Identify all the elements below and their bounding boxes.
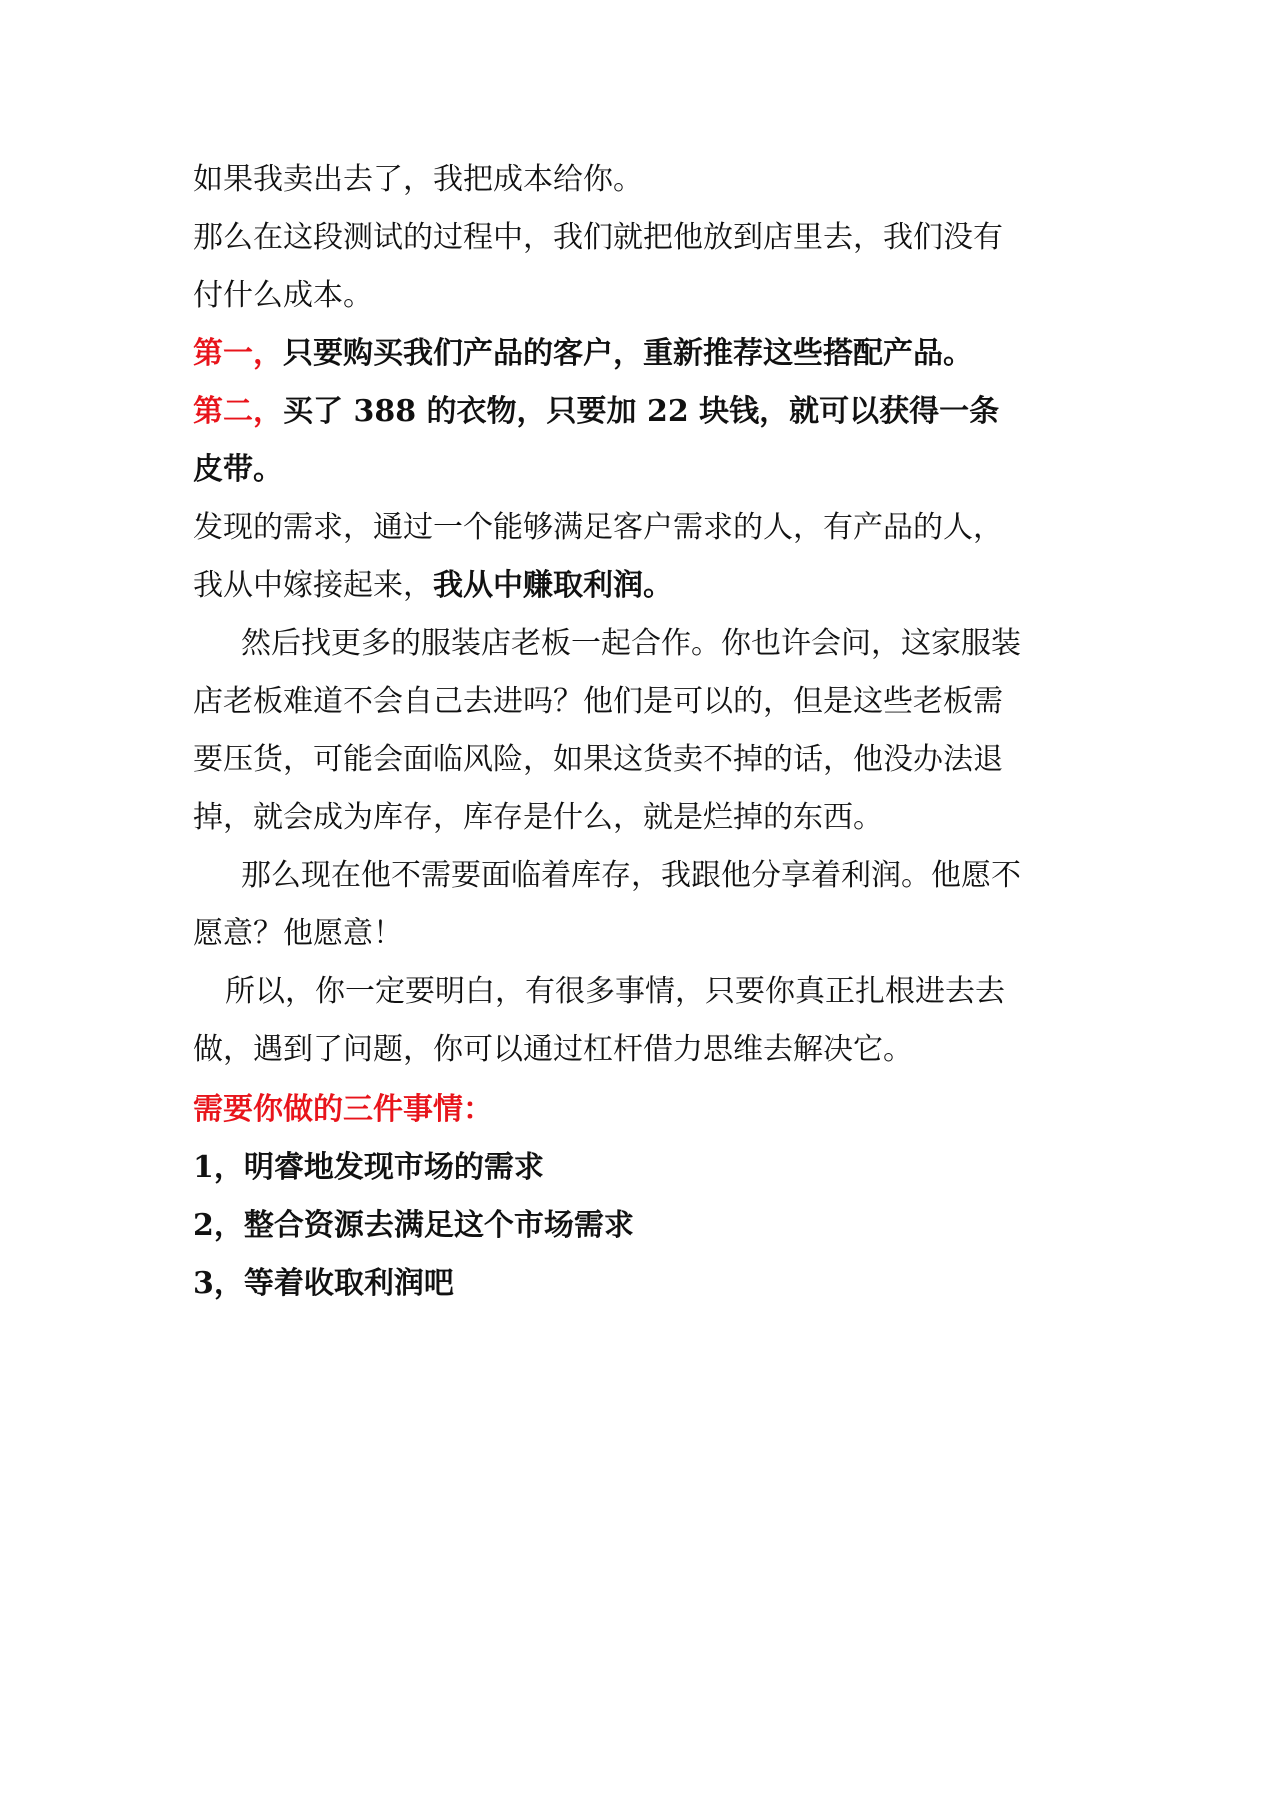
paragraph-first-line: 然后找更多的服装店老板一起合作。你也许会问，这家服装 [241,626,1021,661]
text-line: 掉，就会成为库存，库存是什么，就是烂掉的东西。 [193,800,883,835]
task-item: 1，明睿地发现市场的需求 [193,1150,544,1185]
text-line: 店老板难道不会自己去进吗？他们是可以的，但是这些老板需 [193,684,1003,719]
paragraph-first-line: 所以，你一定要明白，有很多事情，只要你真正扎根进去去 [225,974,1005,1009]
task-item: 3，等着收取利润吧 [193,1266,454,1301]
second-point-cont: 皮带。 [193,452,283,487]
text-line: 付什么成本。 [193,278,373,313]
tasks-heading: 需要你做的三件事情： [193,1092,493,1127]
text-line: 愿意？他愿意！ [193,916,403,951]
second-point-text: 买了 388 的衣物，只要加 22 块钱，就可以获得一条 [283,394,1000,429]
demand-bold: 我从中赚取利润。 [433,568,673,603]
text-line: 要压货，可能会面临风险，如果这货卖不掉的话，他没办法退 [193,742,1003,777]
text-line: 发现的需求，通过一个能够满足客户需求的人，有产品的人， [193,510,1003,545]
second-point-lead: 第二， [193,394,283,429]
demand-line [193,566,673,606]
text-line: 如果我卖出去了，我把成本给你。 [193,162,643,197]
demand-plain: 我从中嫁接起来， [193,568,433,603]
first-point-text: 只要购买我们产品的客户，重新推荐这些搭配产品。 [283,336,973,371]
text-line: 那么在这段测试的过程中，我们就把他放到店里去，我们没有 [193,220,1003,255]
paragraph-first-line: 那么现在他不需要面临着库存，我跟他分享着利润。他愿不 [241,858,1021,893]
task-item: 2，整合资源去满足这个市场需求 [193,1208,634,1243]
first-point [193,334,973,374]
text-line: 做，遇到了问题，你可以通过杠杆借力思维去解决它。 [193,1032,913,1067]
first-point-lead: 第一， [193,336,283,371]
second-point [193,392,999,432]
